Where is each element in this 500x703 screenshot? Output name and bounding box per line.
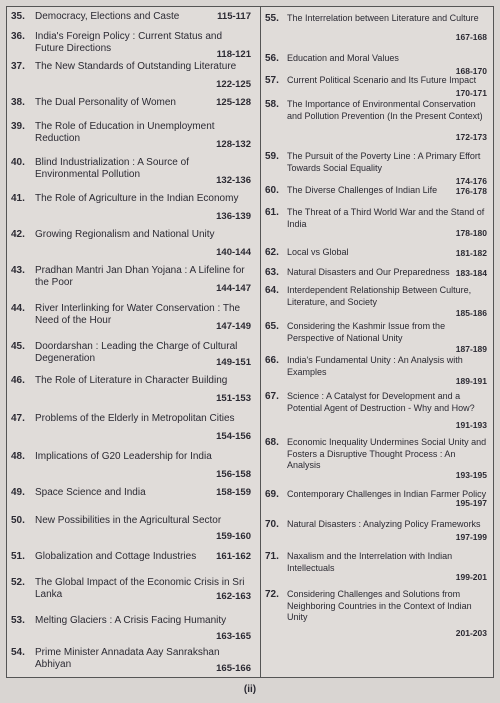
entry-title: Growing Regionalism and National Unity	[35, 229, 215, 240]
entry-title: Considering the Kashmir Issue from the Perspective of National Unity	[287, 321, 446, 343]
entry-title: Contemporary Challenges in Indian Farmer Policy	[287, 489, 487, 499]
entry-number: 64.	[265, 285, 279, 296]
entry-pages: 170-171	[455, 88, 487, 98]
entry-pages: 136-139	[216, 211, 251, 222]
entry-number: 35.	[11, 11, 25, 22]
entry-number: 65.	[265, 321, 279, 332]
entry-title: Natural Disasters : Analyzing Policy Frameworks	[287, 519, 481, 529]
column-divider	[260, 7, 261, 677]
entry-number: 60.	[265, 185, 279, 196]
entry-title: The Role of Education in Unemployment Reduction	[35, 121, 215, 144]
entry-title: Globalization and Cottage Industries	[35, 551, 197, 562]
entry-title: The Role of Agriculture in the Indian Economy	[35, 193, 239, 204]
entry-title: The Importance of Environmental Conservation and Pollution Prevention (In the Present Context)	[287, 99, 483, 121]
entry-title: Local vs Global	[287, 247, 349, 257]
entry-number: 45.	[11, 341, 25, 352]
left-column	[11, 11, 255, 673]
entry-pages: 132-136	[216, 175, 251, 186]
entry-number: 36.	[11, 31, 25, 42]
entry-title: India's Fundamental Unity : An Analysis with Examples	[287, 355, 463, 377]
right-column	[265, 11, 491, 673]
entry-pages: 172-173	[455, 132, 487, 142]
entry-title: The Pursuit of the Poverty Line : A Primary Effort Towards Social Equality	[287, 151, 481, 173]
entry-pages: 115-117	[217, 11, 251, 22]
entry-pages: 125-128	[216, 97, 251, 108]
entry-title: Space Science and India	[35, 487, 146, 498]
entry-pages: 163-165	[216, 631, 251, 642]
table-of-contents	[6, 6, 494, 678]
entry-number: 54.	[11, 647, 25, 658]
page-number: (ii)	[243, 684, 257, 695]
entry-number: 56.	[265, 53, 279, 64]
entry-number: 68.	[265, 437, 279, 448]
entry-number: 51.	[11, 551, 25, 562]
entry-number: 44.	[11, 303, 25, 314]
entry-title: The Dual Personality of Women	[35, 97, 176, 108]
entry-title: Education and Moral Values	[287, 53, 399, 63]
entry-pages: 122-125	[216, 79, 251, 90]
entry-title: Science : A Catalyst for Development and a Potential Agent of Destruction - Why and How?	[287, 391, 475, 413]
entry-title: The Diverse Challenges of Indian Life	[287, 185, 438, 195]
entry-number: 37.	[11, 61, 25, 72]
entry-number: 55.	[265, 13, 279, 24]
entry-title: New Possibilities in the Agricultural Sector	[35, 515, 222, 526]
entry-pages: 187-189	[455, 344, 487, 354]
entry-pages: 161-162	[216, 551, 251, 562]
entry-title: Prime Minister Annadata Aay Sanrakshan Abhiyan	[35, 647, 220, 670]
entry-pages: 165-166	[216, 663, 251, 674]
entry-number: 72.	[265, 589, 279, 600]
entry-pages: 197-199	[455, 532, 487, 542]
entry-pages: 159-160	[216, 531, 251, 542]
entry-pages: 154-156	[216, 431, 251, 442]
entry-number: 41.	[11, 193, 25, 204]
entry-pages: 156-158	[216, 469, 251, 480]
entry-number: 42.	[11, 229, 25, 240]
entry-title: Considering Challenges and Solutions from Neighboring Countries in the Context of Indian Unity	[287, 589, 472, 622]
entry-title: The Global Impact of the Economic Crisis in Sri Lanka	[35, 577, 245, 600]
entry-number: 49.	[11, 487, 25, 498]
entry-title: Democracy, Elections and Caste	[35, 11, 180, 22]
entry-pages: 174-176	[455, 176, 487, 186]
entry-number: 46.	[11, 375, 25, 386]
entry-pages: 178-180	[455, 228, 487, 238]
entry-title: Current Political Scenario and Its Future Impact	[287, 75, 477, 85]
entry-title: Doordarshan : Leading the Charge of Cultural Degeneration	[35, 341, 238, 364]
entry-pages: 158-159	[216, 487, 251, 498]
entry-number: 39.	[11, 121, 25, 132]
entry-pages: 195-197	[455, 498, 487, 508]
entry-pages: 149-151	[216, 357, 251, 368]
entry-pages: 118-121	[216, 49, 251, 60]
entry-number: 59.	[265, 151, 279, 162]
entry-title: The Threat of a Third World War and the Stand of India	[287, 207, 485, 229]
entry-pages: 189-191	[455, 376, 487, 386]
entry-title: The Role of Literature in Character Building	[35, 375, 228, 386]
entry-number: 71.	[265, 551, 279, 562]
entry-pages: 185-186	[455, 308, 487, 318]
entry-number: 62.	[265, 247, 279, 258]
entry-pages: 128-132	[216, 139, 251, 150]
entry-title: Natural Disasters and Our Preparedness	[287, 267, 450, 277]
entry-pages: 201-203	[455, 628, 487, 638]
entry-number: 52.	[11, 577, 25, 588]
entry-number: 50.	[11, 515, 25, 526]
entry-number: 66.	[265, 355, 279, 366]
entry-pages: 183-184	[455, 268, 487, 278]
entry-number: 70.	[265, 519, 279, 530]
entry-pages: 140-144	[216, 247, 251, 258]
entry-pages: 181-182	[455, 248, 487, 258]
entry-number: 53.	[11, 615, 25, 626]
entry-title: India's Foreign Policy : Current Status and Future Directions	[35, 31, 223, 54]
entry-number: 61.	[265, 207, 279, 218]
entry-pages: 144-147	[216, 283, 251, 294]
entry-title: Implications of G20 Leadership for India	[35, 451, 212, 462]
entry-title: The Interrelation between Literature and Culture	[287, 13, 479, 23]
entry-pages: 168-170	[455, 66, 487, 76]
entry-pages: 167-168	[455, 32, 487, 42]
entry-number: 48.	[11, 451, 25, 462]
entry-title: River Interlinking for Water Conservation : The Need of the Hour	[35, 303, 241, 326]
entry-number: 38.	[11, 97, 25, 108]
entry-pages: 176-178	[455, 186, 487, 196]
entry-number: 58.	[265, 99, 279, 110]
entry-pages: 191-193	[455, 420, 487, 430]
entry-title: Naxalism and the Interrelation with Indian Intellectuals	[287, 551, 453, 573]
entry-title: Melting Glaciers : A Crisis Facing Humanity	[35, 615, 227, 626]
entry-pages: 162-163	[216, 591, 251, 602]
entry-pages: 193-195	[455, 470, 487, 480]
entry-number: 40.	[11, 157, 25, 168]
entry-title: The New Standards of Outstanding Literature	[35, 61, 237, 72]
entry-number: 47.	[11, 413, 25, 424]
entry-number: 57.	[265, 75, 279, 86]
entry-title: Blind Industrialization : A Source of Environmental Pollution	[35, 157, 189, 180]
entry-title: Interdependent Relationship Between Culture, Literature, and Society	[287, 285, 472, 307]
entry-title: Economic Inequality Undermines Social Unity and Fosters a Disruptive Thought Process : An Analysis	[287, 437, 487, 470]
entry-number: 69.	[265, 489, 279, 500]
entry-number: 67.	[265, 391, 279, 402]
entry-pages: 151-153	[216, 393, 251, 404]
entry-number: 43.	[11, 265, 25, 276]
entry-pages: 199-201	[455, 572, 487, 582]
entry-number: 63.	[265, 267, 279, 278]
entry-title: Pradhan Mantri Jan Dhan Yojana : A Lifeline for the Poor	[35, 265, 245, 288]
entry-title: Problems of the Elderly in Metropolitan Cities	[35, 413, 235, 424]
entry-pages: 147-149	[216, 321, 251, 332]
